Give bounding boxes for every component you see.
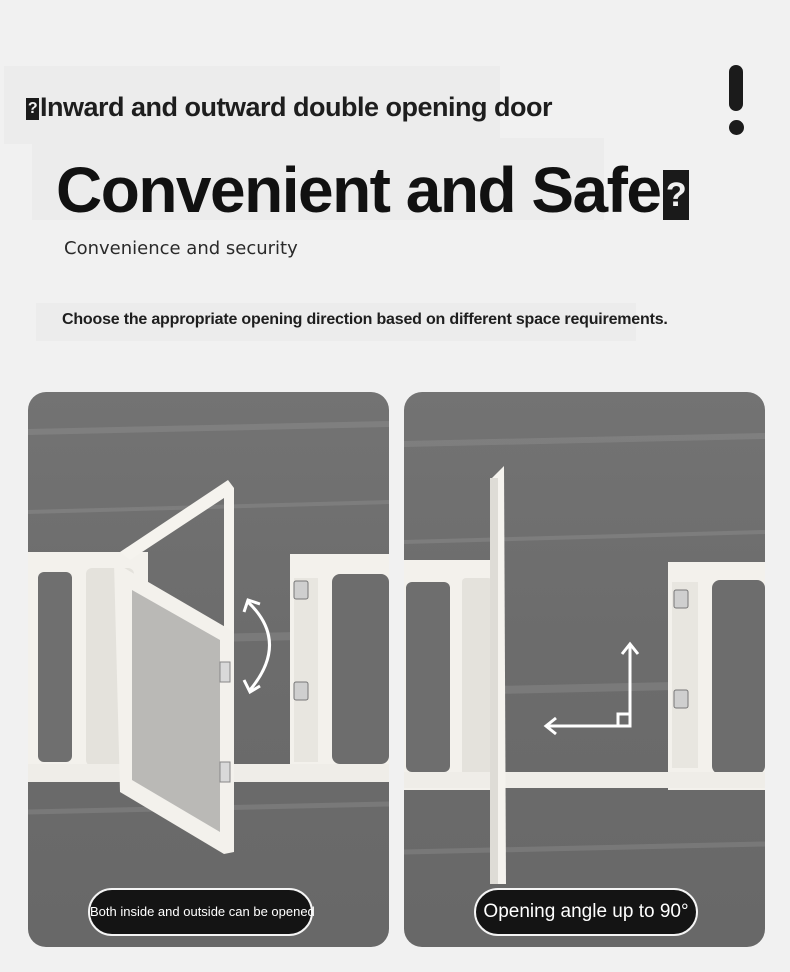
description: Choose the appropriate opening direction based on different space requirements. bbox=[62, 311, 668, 328]
missing-glyph-icon: ? bbox=[26, 98, 39, 120]
fence-illustration bbox=[404, 392, 765, 947]
title-text: Convenient and Safe bbox=[56, 154, 661, 226]
subtitle-text: Inward and outward double opening door bbox=[40, 92, 552, 122]
missing-glyph-icon: ? bbox=[663, 170, 689, 220]
page-title bbox=[56, 150, 689, 230]
door-open-photo bbox=[28, 392, 389, 947]
exclamation-dot-icon bbox=[729, 120, 744, 135]
fence-illustration bbox=[28, 392, 389, 947]
subtitle bbox=[26, 88, 552, 126]
caption-badge: Both inside and outside can be opened bbox=[88, 888, 313, 936]
caption-badge: Opening angle up to 90° bbox=[474, 888, 698, 936]
door-90-photo bbox=[404, 392, 765, 947]
tagline: Convenience and security bbox=[64, 238, 298, 259]
exclamation-icon bbox=[729, 65, 743, 111]
